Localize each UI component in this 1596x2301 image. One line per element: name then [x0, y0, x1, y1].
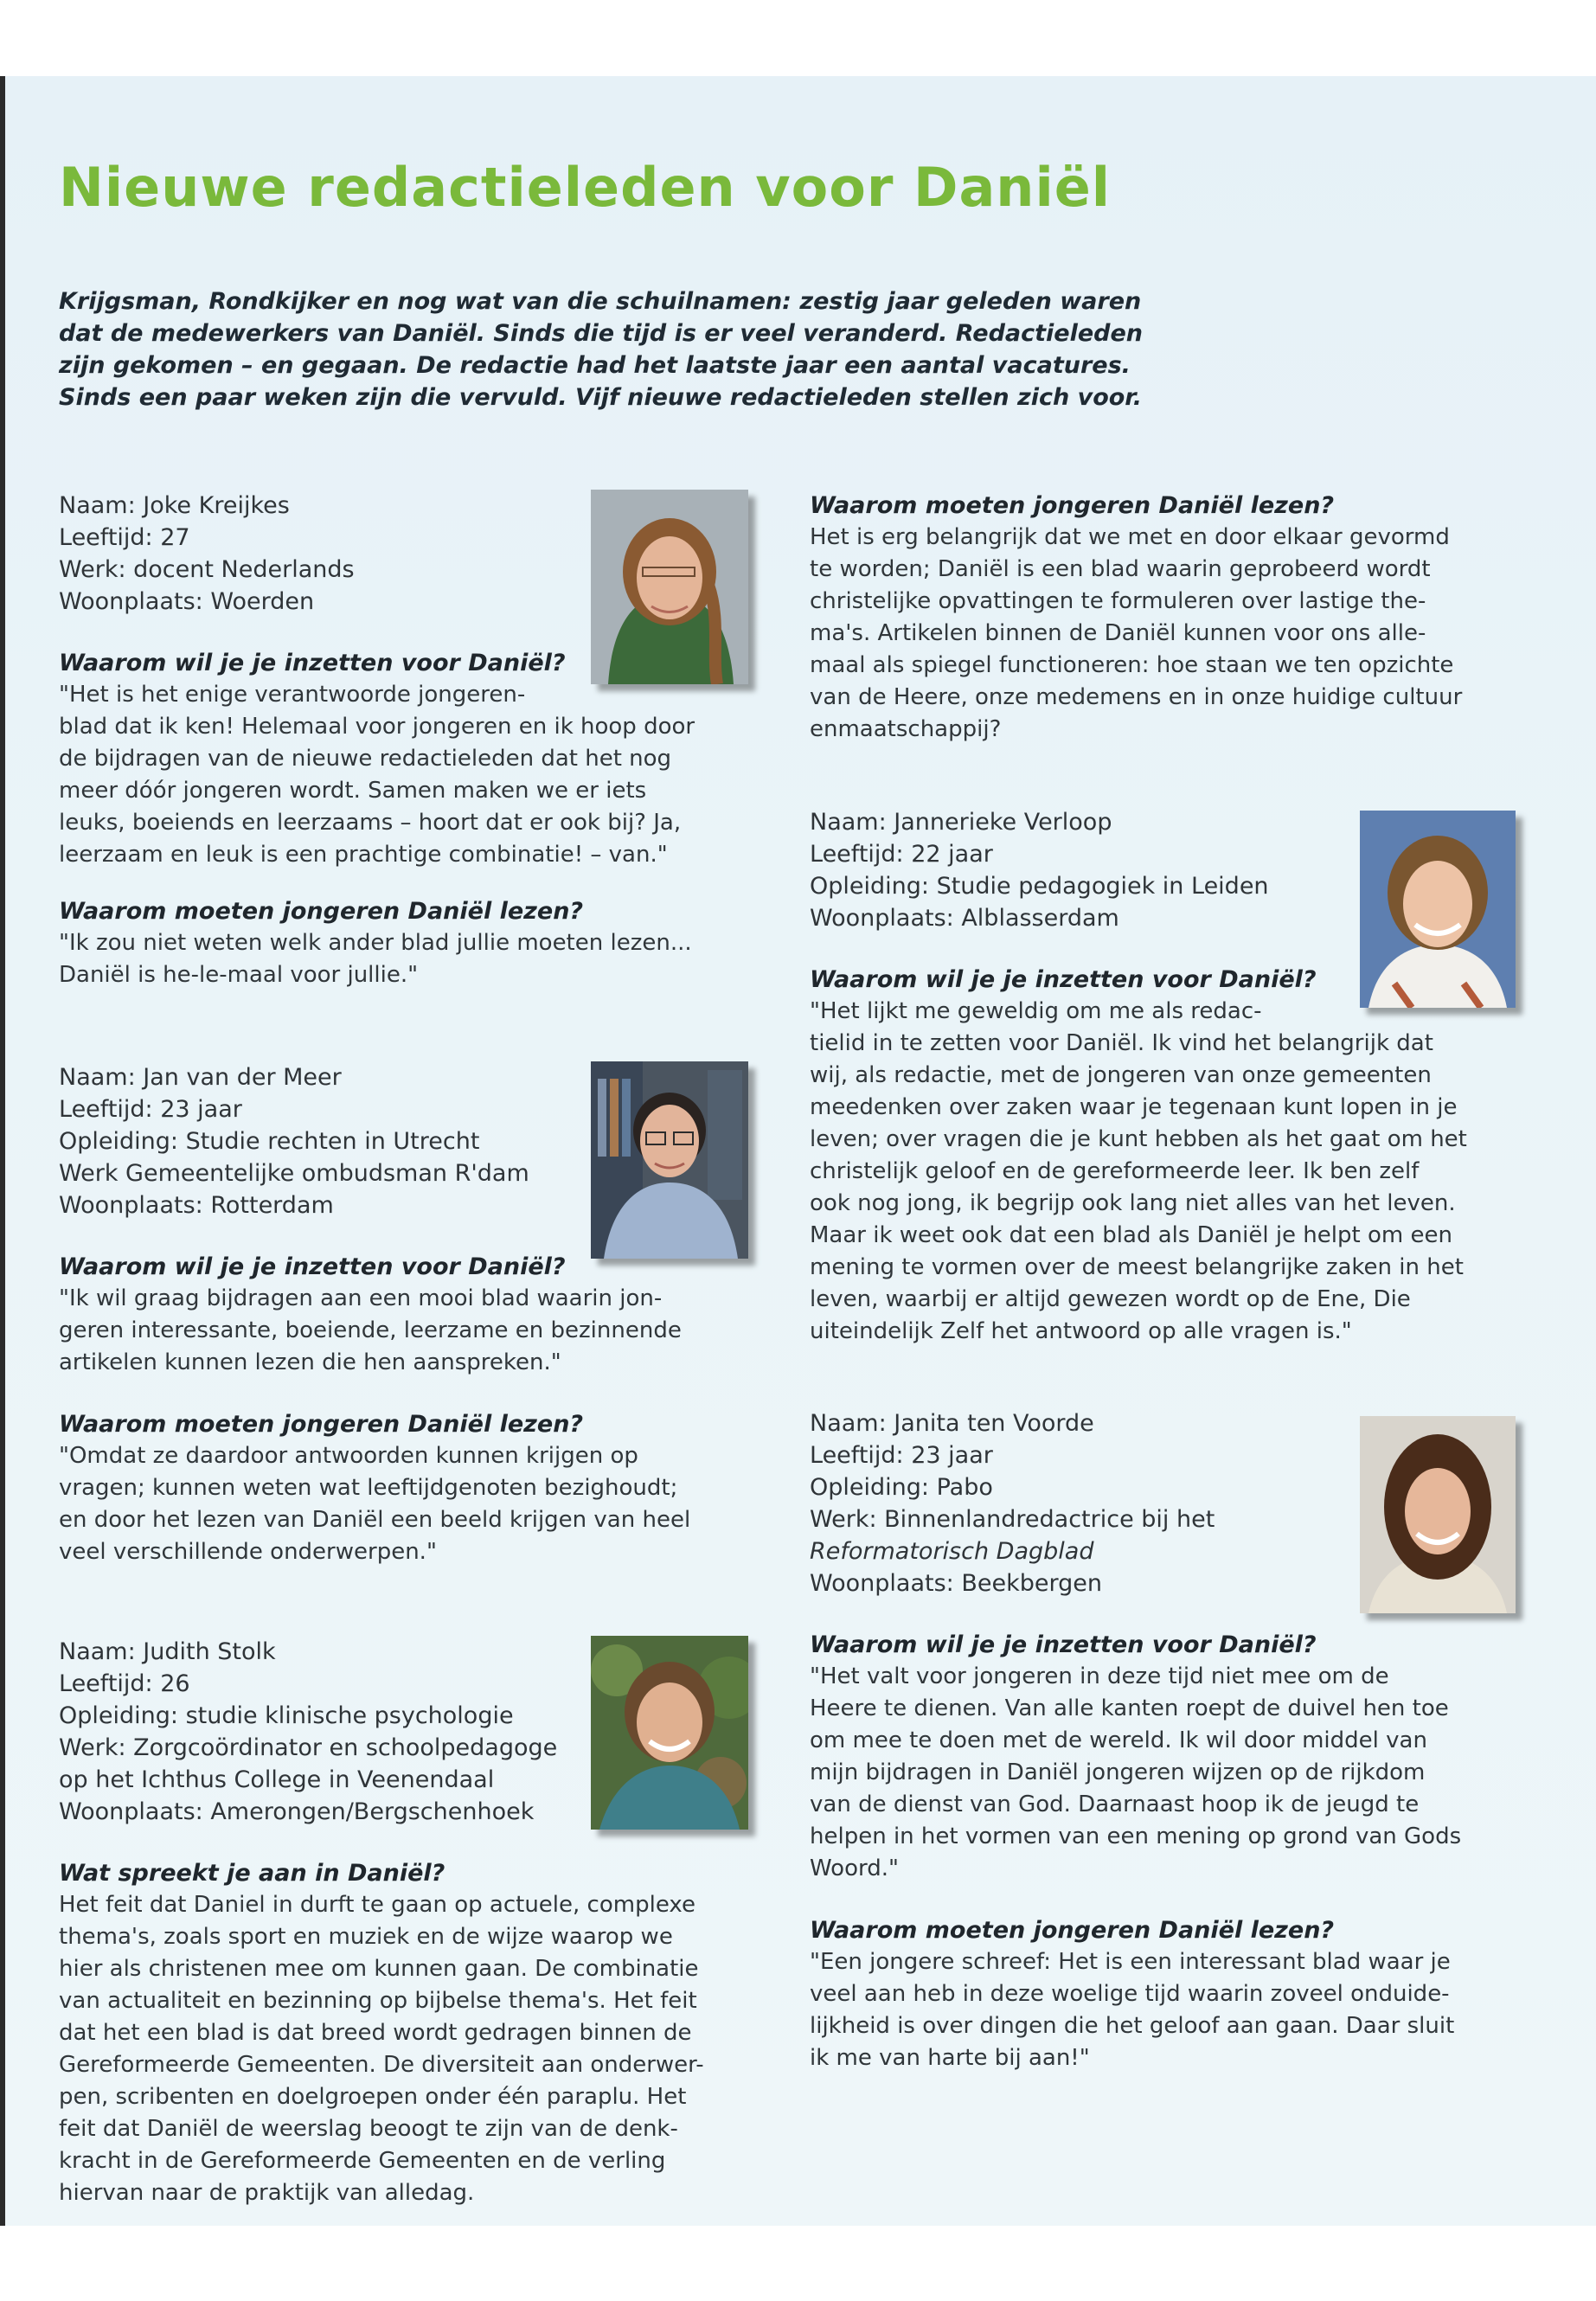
- question-heading: Waarom wil je je inzetten voor Daniël?: [810, 1631, 1317, 1658]
- answer-line: "Omdat ze daardoor antwoorden kunnen krijgen op: [59, 1443, 638, 1469]
- meta-line: Opleiding: studie klinische psychologie: [59, 1702, 514, 1729]
- answer-line: "Het valt voor jongeren in deze tijd niet mee om de: [810, 1663, 1389, 1689]
- answer-line: Maar ik weet ook dat een blad als Daniël je helpt om een: [810, 1222, 1452, 1248]
- answer-line: de bijdragen van de nieuwe redactieleden dat het nog: [59, 746, 672, 772]
- answer-line: artikelen kunnen lezen die hen aanspreken.": [59, 1349, 561, 1375]
- answer-line: "Ik zou niet weten welk ander blad jullie moeten lezen...: [59, 930, 692, 956]
- answer-line: Heere te dienen. Van alle kanten roept de duivel hen toe: [810, 1695, 1449, 1721]
- answer-line: kracht in de Gereformeerde Gemeenten en de verling: [59, 2148, 666, 2174]
- question-heading: Waarom moeten jongeren Daniël lezen?: [59, 1411, 584, 1438]
- page-title: Nieuwe redactieleden voor Daniël: [59, 156, 1111, 219]
- profile-meta: [59, 1636, 751, 1828]
- answer-line: wij, als redactie, met de jongeren van onze gemeenten: [810, 1062, 1432, 1088]
- answer-line: leerzaam en leuk is een prachtige combinatie! – van.": [59, 842, 668, 868]
- answer-line: mening te vormen over de meest belangrijke zaken in het: [810, 1254, 1464, 1280]
- answer-line: "Ik wil graag bijdragen aan een mooi blad waarin jon-: [59, 1285, 663, 1311]
- answer-line: ook nog jong, ik begrijp ook lang niet alles van het leven.: [810, 1190, 1456, 1216]
- meta-line: Werk: Zorgcoördinator en schoolpedagoge: [59, 1734, 558, 1761]
- meta-line: Opleiding: Studie pedagogiek in Leiden: [810, 873, 1269, 900]
- question-heading: Waarom wil je je inzetten voor Daniël?: [810, 966, 1317, 993]
- meta-line: Naam: Janita ten Voorde: [810, 1410, 1094, 1437]
- meta-line: Naam: Jannerieke Verloop: [810, 809, 1112, 836]
- answer-line: leven, waarbij er altijd gewezen wordt op de Ene, Die: [810, 1286, 1411, 1312]
- profile-jannerieke-verloop: [810, 806, 1519, 1348]
- answer-line: en door het lezen van Daniël een beeld krijgen van heel: [59, 1507, 691, 1533]
- answer-line: leuks, boeiends en leerzaams – hoort dat er ook bij? Ja,: [59, 810, 682, 836]
- answer-line: feit dat Daniël de weerslag beoogt te zijn van de denk-: [59, 2116, 678, 2142]
- answer-text: [810, 996, 1519, 1348]
- answer-line: tielid in te zetten voor Daniël. Ik vind het belangrijk dat: [810, 1030, 1433, 1056]
- profile-meta: [59, 1061, 751, 1221]
- answer-text: [59, 1283, 751, 1379]
- answer-line: Het is erg belangrijk dat we met en door elkaar gevormd: [810, 524, 1450, 550]
- meta-line: Leeftijd: 23 jaar: [810, 1442, 993, 1469]
- profile-judith-stolk: [59, 1636, 751, 2209]
- answer-line: "Het lijkt me geweldig om me als redac-: [810, 998, 1262, 1024]
- answer-line: pen, scribenten en doelgroepen onder één paraplu. Het: [59, 2084, 687, 2110]
- question-heading: Waarom wil je je inzetten voor Daniël?: [59, 1253, 566, 1280]
- profile-janita-ten-voorde: [810, 1407, 1519, 2074]
- meta-line: Werk Gemeentelijke ombudsman R'dam: [59, 1160, 529, 1187]
- meta-line: Leeftijd: 23 jaar: [59, 1096, 242, 1123]
- answer-text: [810, 1946, 1519, 2074]
- intro-line: zijn gekomen – en gegaan. De redactie had het laatste jaar een aantal vacatures.: [59, 352, 1131, 379]
- meta-line: Naam: Jan van der Meer: [59, 1064, 342, 1091]
- answer-text: [810, 522, 1519, 746]
- answer-line: veel verschillende onderwerpen.": [59, 1539, 437, 1565]
- answer-text: [810, 1661, 1519, 1885]
- meta-line: Woonplaats: Woerden: [59, 588, 315, 615]
- meta-line: Reformatorisch Dagblad: [810, 1538, 1094, 1565]
- answer-line: vragen; kunnen weten wat leeftijdgenoten bezighoudt;: [59, 1475, 678, 1501]
- answer-line: helpen in het vormen van een mening op grond van Gods: [810, 1823, 1462, 1849]
- answer-line: meer dóór jongeren wordt. Samen maken we er iets: [59, 778, 647, 804]
- answer-line: te worden; Daniël is een blad waarin geprobeerd wordt: [810, 556, 1431, 582]
- meta-line: Werk: Binnenlandredactrice bij het: [810, 1506, 1215, 1533]
- answer-line: Daniël is he-le-maal voor jullie.": [59, 962, 419, 988]
- answer-line: Gereformeerde Gemeenten. De diversiteit aan onderwer-: [59, 2052, 704, 2078]
- profile-meta: [810, 1407, 1519, 1599]
- intro-line: Krijgsman, Rondkijker en nog wat van die schuilnamen: zestig jaar geleden waren: [59, 288, 1142, 315]
- profile-jan-van-der-meer: [59, 1061, 751, 1568]
- answer-text: [59, 679, 751, 871]
- answer-line: geren interessante, boeiende, leerzame en bezinnende: [59, 1317, 682, 1343]
- answer-line: ik me van harte bij aan!": [810, 2045, 1090, 2071]
- meta-line: Woonplaats: Alblasserdam: [810, 905, 1119, 932]
- answer-line: om mee te doen met de wereld. Ik wil door middel van: [810, 1727, 1427, 1753]
- meta-line: op het Ichthus College in Veenendaal: [59, 1766, 495, 1793]
- question-heading: Wat spreekt je aan in Daniël?: [59, 1860, 445, 1887]
- answer-line: leven; over vragen die je kunt hebben als het gaat om het: [810, 1126, 1467, 1152]
- answer-line: christelijke opvattingen te formuleren over lastige the-: [810, 588, 1426, 614]
- answer-line: mijn bijdragen in Daniël jongeren wijzen op de rijkdom: [810, 1759, 1426, 1785]
- question-heading: Waarom wil je je inzetten voor Daniël?: [59, 650, 566, 676]
- meta-line: Leeftijd: 26: [59, 1670, 190, 1697]
- answer-line: van actualiteit en bezinning op bijbelse thema's. Het feit: [59, 1988, 697, 2014]
- meta-line: Naam: Judith Stolk: [59, 1638, 276, 1665]
- meta-line: Opleiding: Studie rechten in Utrecht: [59, 1128, 480, 1155]
- answer-text: [59, 927, 751, 991]
- answer-line: van de dienst van God. Daarnaast hoop ik de jeugd te: [810, 1791, 1420, 1817]
- profile-joke-kreijkes: [59, 490, 751, 991]
- intro-paragraph: [59, 285, 1201, 413]
- answer-line: ma's. Artikelen binnen de Daniël kunnen voor ons alle-: [810, 620, 1426, 646]
- meta-line: Leeftijd: 27: [59, 524, 190, 551]
- answer-line: "Het is het enige verantwoorde jongeren-: [59, 682, 526, 708]
- answer-line: veel aan heb in deze woelige tijd waarin zoveel onduide-: [810, 1981, 1450, 2007]
- answer-line: hier als christenen mee om kunnen gaan. De combinatie: [59, 1956, 699, 1982]
- answer-line: hiervan naar de praktijk van alledag.: [59, 2180, 475, 2206]
- answer-line: maal als spiegel functioneren: hoe staan we ten opzichte: [810, 652, 1454, 678]
- meta-line: Woonplaats: Amerongen/Bergschenhoek: [59, 1798, 535, 1825]
- intro-line: Sinds een paar weken zijn die vervuld. Vijf nieuwe redactieleden stellen zich voor.: [59, 384, 1143, 411]
- meta-line: Woonplaats: Beekbergen: [810, 1570, 1102, 1597]
- answer-line: uiteindelijk Zelf het antwoord op alle vragen is.": [810, 1318, 1352, 1344]
- intro-line: dat de medewerkers van Daniël. Sinds die tijd is er veel veranderd. Redactieleden: [59, 320, 1144, 347]
- answer-line: "Een jongere schreef: Het is een interessant blad waar je: [810, 1949, 1451, 1975]
- answer-line: meedenken over zaken waar je tegenaan kunt lopen in je: [810, 1094, 1458, 1120]
- meta-line: Naam: Joke Kreijkes: [59, 492, 290, 519]
- answer-line: enmaatschappij?: [810, 716, 1002, 742]
- answer-line: thema's, zoals sport en muziek en de wijze waarop we: [59, 1924, 673, 1950]
- answer-line: blad dat ik ken! Helemaal voor jongeren en ik hoop door: [59, 714, 695, 740]
- meta-line: Werk: docent Nederlands: [59, 556, 355, 583]
- meta-line: Opleiding: Pabo: [810, 1474, 993, 1501]
- answer-line: lijkheid is over dingen die het geloof aan gaan. Daar sluit: [810, 2013, 1455, 2039]
- profile-meta: [810, 806, 1519, 934]
- profile-meta: [59, 490, 751, 618]
- question-heading: Waarom moeten jongeren Daniël lezen?: [810, 492, 1335, 519]
- answer-line: Woord.": [810, 1856, 899, 1881]
- answer-line: christelijk geloof en de gereformeerde leer. Ik ben zelf: [810, 1158, 1420, 1184]
- meta-line: Leeftijd: 22 jaar: [810, 841, 993, 868]
- meta-line: Woonplaats: Rotterdam: [59, 1192, 334, 1219]
- question-heading: Waarom moeten jongeren Daniël lezen?: [59, 898, 584, 925]
- profile-joke-continued: [810, 490, 1519, 746]
- answer-line: dat het een blad is dat breed wordt gedragen binnen de: [59, 2020, 692, 2046]
- answer-line: Het feit dat Daniel in durft te gaan op actuele, complexe: [59, 1892, 695, 1918]
- answer-text: [59, 1440, 751, 1568]
- answer-text: [59, 1889, 751, 2209]
- question-heading: Waarom moeten jongeren Daniël lezen?: [810, 1917, 1335, 1944]
- answer-line: van de Heere, onze medemens en in onze huidige cultuur: [810, 684, 1463, 710]
